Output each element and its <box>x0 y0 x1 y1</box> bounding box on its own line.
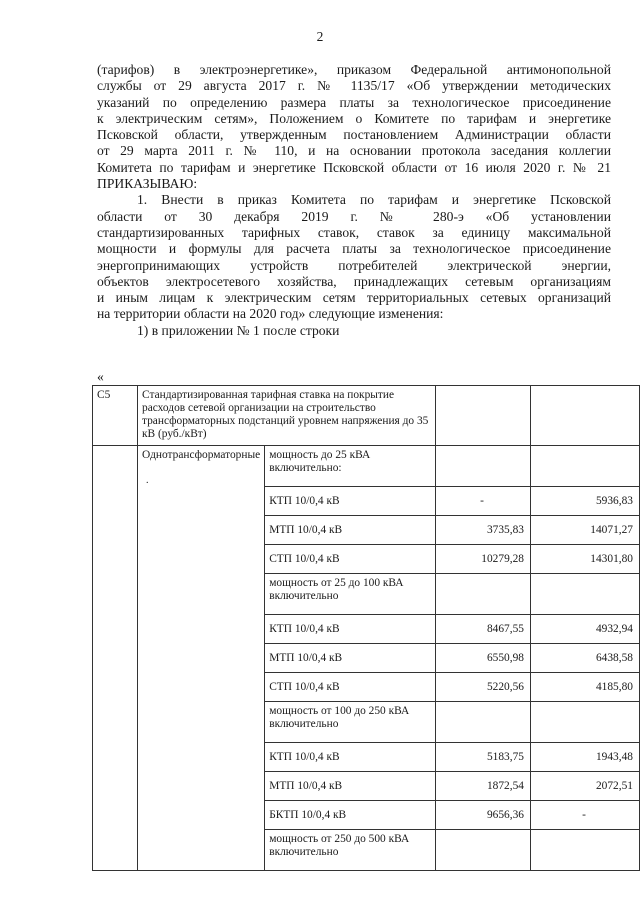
value-cell-2: 4932,94 <box>531 615 640 644</box>
document-body <box>97 62 611 339</box>
group-mark: . <box>146 475 149 486</box>
section-heading-cell: мощность от 100 до 250 кВА включительно <box>265 702 436 743</box>
empty-value-cell <box>531 446 640 487</box>
empty-value-cell <box>531 702 640 743</box>
intro-line: от 29 марта 2011 г. № 110, и на основании протокола заседания коллегии <box>97 143 611 159</box>
value-cell-2: 1943,48 <box>531 743 640 772</box>
intro-line: (тарифов) в электроэнергетике», приказом Федеральной антимонопольной <box>97 62 611 77</box>
group-label-cell <box>138 446 265 871</box>
substation-type-cell: КТП 10/0,4 кВ <box>265 615 436 644</box>
substation-type-cell: КТП 10/0,4 кВ <box>265 743 436 772</box>
intro-line: указаний по определению размера платы за технологическое присоединение <box>97 94 611 110</box>
group-label: Однотрансформаторные <box>142 449 261 461</box>
value-cell-2: 2072,51 <box>531 772 640 801</box>
empty-value-cell <box>436 702 531 743</box>
value-cell-2: 4185,80 <box>531 673 640 702</box>
empty-value-cell <box>436 446 531 487</box>
page-number: 2 <box>316 29 324 44</box>
empty-value-cell <box>531 574 640 615</box>
item-1-paragraph <box>97 192 611 322</box>
substation-type-cell: МТП 10/0,4 кВ <box>265 516 436 545</box>
intro-paragraph <box>97 62 611 192</box>
substation-type-cell: КТП 10/0,4 кВ <box>265 487 436 516</box>
item1-line: стандартизированных тарифных ставок, ставок за единицу максимальной <box>97 224 611 240</box>
item1-line: на территории области на 2020 год» следующие изменения: <box>97 306 444 322</box>
intro-line: к электрическим сетям», Положением о Комитете по тарифам и энергетике <box>97 110 611 126</box>
value-cell-1: 8467,55 <box>436 615 531 644</box>
value-cell-2: 14301,80 <box>531 545 640 574</box>
header-col4-cell <box>436 386 531 446</box>
item1-line: объектов электросетевого хозяйства, принадлежащих сетевым организациям <box>97 273 611 289</box>
intro-line: службы от 29 августа 2017 г. № 1135/17 «Об утверждении методических <box>97 78 611 94</box>
substation-type-cell: БКТП 10/0,4 кВ <box>265 801 436 830</box>
item1-line: и иным лицам к электрическим сетям территориальных сетевых организаций <box>97 290 611 306</box>
value-cell-1: 3735,83 <box>436 516 531 545</box>
rate-code-cell: С5 <box>93 386 138 446</box>
empty-value-cell <box>436 830 531 871</box>
item1-line: 1. Внести в приказ Комитета по тарифам и энергетике Псковской <box>137 192 611 208</box>
value-cell-2: - <box>531 801 640 830</box>
item1-line: области от 30 декабря 2019 г. № 280-э «Об установлении <box>97 208 611 224</box>
rate-title-cell: Стандартизированная тарифная ставка на покрытие расходов сетевой организации на строительство трансформаторных подстанций уровнем напряжения до 35 кВ (руб./кВт) <box>138 386 436 446</box>
empty-value-cell <box>531 830 640 871</box>
section-heading-cell: мощность до 25 кВА включительно: <box>265 446 436 487</box>
empty-value-cell <box>436 574 531 615</box>
intro-line: Псковской области, утвержденным постановлением Администрации области <box>97 127 611 143</box>
substation-type-cell: МТП 10/0,4 кВ <box>265 772 436 801</box>
opening-quote: « <box>97 369 104 384</box>
value-cell-1: 9656,36 <box>436 801 531 830</box>
subitem-1: 1) в приложении № 1 после строки <box>137 322 340 338</box>
tariff-table <box>92 385 640 871</box>
substation-type-cell: СТП 10/0,4 кВ <box>265 545 436 574</box>
table-row <box>93 446 640 487</box>
substation-type-cell: МТП 10/0,4 кВ <box>265 644 436 673</box>
value-cell-1: - <box>436 487 531 516</box>
section-heading-cell: мощность от 25 до 100 кВА включительно <box>265 574 436 615</box>
value-cell-2: 5936,83 <box>531 487 640 516</box>
value-cell-1: 10279,28 <box>436 545 531 574</box>
value-cell-1: 6550,98 <box>436 644 531 673</box>
item1-line: мощности и формулы для расчета платы за технологическое присоединение <box>97 241 611 257</box>
intro-line: Комитета по тарифам и энергетике Псковской области от 16 июля 2020 г. № 21 <box>97 159 611 175</box>
header-col5-cell <box>531 386 640 446</box>
value-cell-1: 1872,54 <box>436 772 531 801</box>
item1-line: энергопринимающих устройств потребителей электрической энергии, <box>97 257 611 273</box>
table-header-row <box>93 386 640 446</box>
intro-line: ПРИКАЗЫВАЮ: <box>97 176 198 192</box>
value-cell-1: 5220,56 <box>436 673 531 702</box>
substation-type-cell: СТП 10/0,4 кВ <box>265 673 436 702</box>
value-cell-1: 5183,75 <box>436 743 531 772</box>
code-empty-cell <box>93 446 138 871</box>
value-cell-2: 14071,27 <box>531 516 640 545</box>
section-heading-cell: мощность от 250 до 500 кВА включительно <box>265 830 436 871</box>
value-cell-2: 6438,58 <box>531 644 640 673</box>
